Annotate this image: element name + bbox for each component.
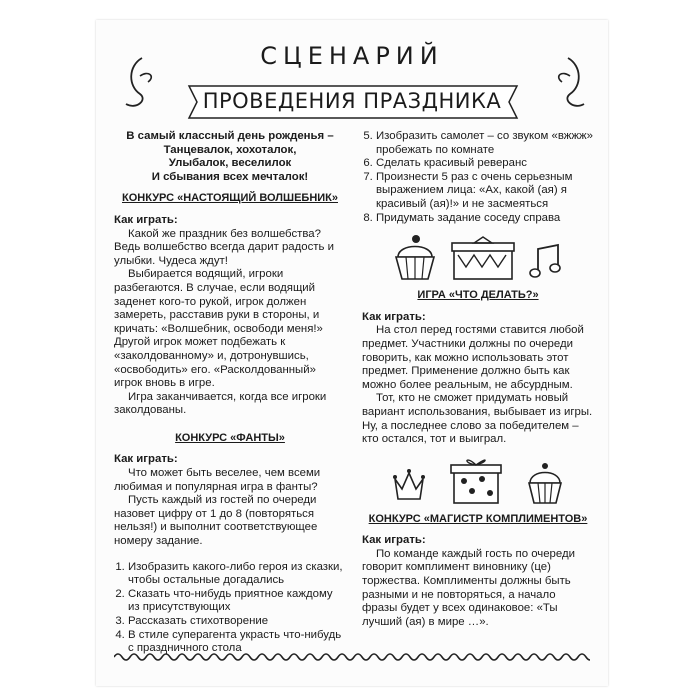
intro-verse: В самый классный день рожденья – Танцевалок, хохоталок, Улыбалок, веселилок И сбывания всех мечталок! [126,130,334,183]
contest1-paragraph: Игра заканчивается, когда все игроки заколдованы. [114,390,327,417]
contest4-heading: КОНКУРС «МАГИСТР КОМПЛИМЕНТОВ» [368,512,588,525]
contest1-paragraph: Выбирается водящий, игроки разбегаются. В случае, если водящий заденет кого-то рукой, игрок должен замереть, расставив руки в стороны, и кричать: «Волшебник, освободи меня!» Другой игрок может подбежать к «заколдованному» и, дотронувшись, «освободить» его. «Расколдованный» игрок вновь в игре. [114,268,323,390]
crown-icon [392,467,426,505]
game3-paragraph: Тот, кто не сможет придумать новый вариант использования, выбывает из игры. Ну, а последнее слово за победителем – кто остался, тот и выиграл. [362,392,593,446]
right-column [362,130,594,629]
scenario-sheet [96,20,608,686]
contest2-heading: КОНКУРС «ФАНТЫ» [175,431,285,444]
left-column [114,130,346,656]
contest2-how-label: Как играть: [114,453,178,466]
contest4-how-label: Как играть: [362,534,426,547]
contest1-how-label: Как играть: [114,213,178,226]
forfeits-list-part2 [362,130,594,225]
list-item: 2. Сказать что-нибудь приятное каждому из присутствующих [128,588,346,615]
contest2-paragraph: Пусть каждый из гостей по очереди назовет цифру от 1 до 8 (повторяться нельзя!) и выполнит соответствующее номеру задание. [114,494,318,548]
contest2-paragraph: Что может быть веселее, чем всеми любимая и популярная игра в фанты? [114,467,321,493]
contest1-heading: КОНКУРС «НАСТОЯЩИЙ ВОЛШЕБНИК» [122,192,338,205]
list-item: 6. Сделать красивый реверанс [376,157,594,171]
game3-how-label: Как играть: [362,310,426,323]
list-item: 1. Изобразить какого-либо героя из сказки, чтобы остальные догадались [128,561,346,588]
list-item: 7. Произнести 5 раз с очень серьезным выражением лица: «Ах, какой (ая) я красивый (ая)!» и не засмеяться [376,171,594,212]
list-item: 5. Изобразить самолет – со звуком «вжжж» пробежать по комнате [376,130,594,157]
list-item: 8. Придумать задание соседу справа [376,212,594,226]
list-item: 4. В стиле суперагента украсть что-нибудь с праздничного стола [128,629,346,656]
game3-heading: ИГРА «ЧТО ДЕЛАТЬ?» [417,289,539,302]
cupcake-icon [526,461,564,505]
gift-box-icon [448,453,504,505]
wavy-divider [114,650,590,664]
contest4-paragraph: По команде каждый гость по очереди говорит комплимент виновнику (це) торжества. Комплименты должны быть разными и не повторяться, а начало фразы будет у всех одинаковое: «Ты лучший (ая) в мире …». [362,547,575,628]
game3-paragraph: На стол перед гостями ставится любой предмет. Участники должны по очереди говорить, как можно использовать этот предмет. Применение должно быть как можно более реальным, не абсурдным. [362,324,584,391]
forfeits-list-part1 [114,561,346,656]
cupcake-icon [392,231,438,281]
icon-row-2 [362,453,594,505]
page-subtitle: ПРОВЕДЕНИЯ ПРАЗДНИКА [202,89,502,113]
contest1-paragraph: Какой же праздник без волшебства? Ведь волшебство всегда дарит радость и улыбки. Чудеса ждут! [114,227,334,267]
icon-row-1 [362,231,594,281]
gift-box-icon [450,235,516,281]
page-title: СЦЕНАРИЙ [260,42,444,70]
music-note-icon [528,241,564,281]
list-item: 3. Рассказать стихотворение [128,615,346,629]
